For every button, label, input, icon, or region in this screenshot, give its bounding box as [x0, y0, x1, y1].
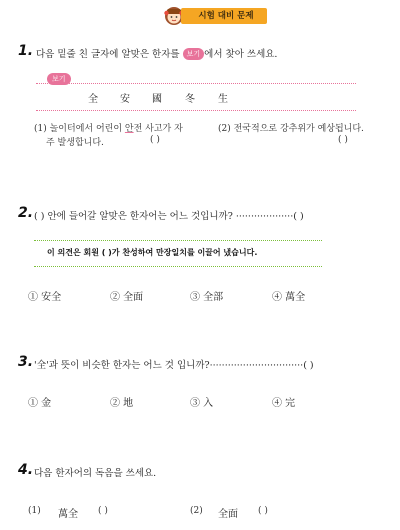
q3-option-3[interactable]: ③ 入 — [190, 398, 214, 409]
q1-item1-text-b: 전 사고가 자 — [133, 124, 183, 134]
q2-option-4[interactable]: ④ 萬全 — [272, 292, 306, 303]
q2-number: 2. — [18, 205, 34, 221]
q1-text-after: 에서 찾아 쓰세요. — [204, 49, 278, 60]
q2-option-1[interactable]: ① 安全 — [28, 292, 62, 303]
q1-item2-answer-blank[interactable]: ( ) — [338, 135, 348, 145]
q1-text-before: 다음 밑줄 친 글자에 알맞은 한자를 — [36, 49, 180, 60]
q4-number: 4. — [18, 462, 34, 478]
bogi-bottom-line — [36, 110, 356, 111]
q3-option-2[interactable]: ② 地 — [110, 398, 134, 409]
q4-item1-number: (1) — [28, 506, 41, 516]
q4-prompt: 다음 한자어의 독음을 쓰세요. — [34, 468, 157, 479]
q1-item1-underlined: 안 — [124, 124, 134, 134]
q2-prompt: ( ) 안에 들어갈 알맞은 한자어는 어느 것입니까? ···················( ) — [34, 211, 304, 222]
bogi-box-title: 보기 — [47, 73, 71, 85]
q2-sentence-top-line — [34, 240, 322, 241]
q3-option-4[interactable]: ④ 完 — [272, 398, 296, 409]
bogi-top-line — [36, 83, 356, 84]
q3-option-1[interactable]: ① 金 — [28, 398, 52, 409]
bogi-word: 國 — [152, 94, 162, 105]
q1-item1-line2: 주 발생합니다. — [46, 138, 104, 148]
q4-item2-word: 全面 — [218, 509, 238, 520]
bogi-word: 安 — [120, 94, 130, 105]
q2-sentence: 이 의견은 회원 ( )가 찬성하여 만장일치를 이끌어 냈습니다. — [47, 248, 258, 257]
q1-item1-answer-blank[interactable]: ( ) — [150, 135, 160, 145]
q4-item1-answer-blank[interactable]: ( ) — [98, 506, 108, 516]
q4-item1-word: 萬全 — [58, 509, 78, 520]
q1-prompt — [36, 46, 277, 60]
q1-number: 1. — [18, 43, 34, 59]
bogi-word: 冬 — [185, 94, 195, 105]
q4-item2-answer-blank[interactable]: ( ) — [258, 506, 268, 516]
q3-prompt: '全'과 뜻이 비슷한 한자는 어느 것 입니까?·······························( ) — [34, 360, 314, 371]
q1-item2-line1: (2) 전국적으로 강추위가 예상됩니다. — [218, 124, 364, 134]
q2-option-3[interactable]: ③ 全部 — [190, 292, 224, 303]
q3-number: 3. — [18, 354, 34, 370]
q2-option-2[interactable]: ② 全面 — [110, 292, 144, 303]
q2-sentence-bottom-line — [34, 266, 322, 267]
bogi-word: 生 — [218, 94, 228, 105]
bogi-word: 全 — [88, 94, 98, 105]
q4-item2-number: (2) — [190, 506, 203, 516]
header-title: 시험 대비 문제 — [181, 8, 267, 24]
q1-item1-text-a: (1) 놀이터에서 어린이 — [34, 124, 125, 134]
q1-bogi-tag: 보기 — [183, 48, 205, 60]
q1-item1-line1 — [34, 121, 183, 134]
